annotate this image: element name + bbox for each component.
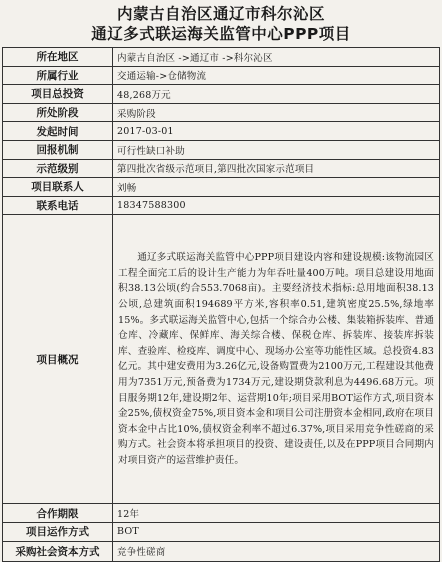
row-label: 项目联系人 bbox=[3, 178, 113, 197]
row-value: 可行性缺口补助 bbox=[113, 140, 440, 159]
row-value: 采购阶段 bbox=[113, 103, 440, 122]
row-project-overview bbox=[3, 215, 440, 504]
row-label: 采购社会资本方式 bbox=[3, 541, 113, 561]
row-demo-level bbox=[3, 159, 440, 178]
row-value: 2017-03-01 bbox=[113, 122, 440, 141]
row-value: 内蒙古自治区 ->通辽市 ->科尔沁区 bbox=[113, 48, 440, 67]
row-contact-person bbox=[3, 178, 440, 197]
project-overview-text: 通辽多式联运海关监管中心PPP项目建设内容和建设规模:该物流园区工程全面完工后的设计生产能力为年吞吐量400万吨。项目总建设用地面积38.13公顷(约合553.7068亩)。主要经济技术指标:总用地面积38.13公顷,总建筑面积194689平方米,容积率0.51,建筑密度25.5%,绿地率15%。多式联运海关监管中心,包括一个综合办公楼、集装箱拆装库、普通仓库、冷藏库、保鲜库、海关综合楼、保税仓库、拆装库、接装库拆装库、查验库、检疫库、调度中心、现场办公室等功能性区域。总投资4.83亿元。其中建安费用为3.26亿元,设备购置费为2100万元,工程建设其他费用为7351万元,预备费为1734万元,建设期贷款利息为4496.68万元。项目服务期12年,建设期2年、运营期10年;项目采用BOT运作方式,项目资本金25%,债权资金75%,项目资本金和项目公司注册资本金相同,政府在项目资本金中占比10%,债权资金利率不超过6.37%,项目采用竞争性磋商的采购方式。社会资本将承担项目的投资、建设责任,以及在PPP项目合同期内对项目资产的运营维护责任。 bbox=[113, 215, 440, 504]
row-label: 发起时间 bbox=[3, 122, 113, 141]
row-value: 刘畅 bbox=[113, 178, 440, 197]
document-title bbox=[0, 0, 442, 46]
row-value: 18347588300 bbox=[113, 196, 440, 215]
row-label: 联系电话 bbox=[3, 196, 113, 215]
row-label: 回报机制 bbox=[3, 140, 113, 159]
row-return-mechanism bbox=[3, 140, 440, 159]
row-stage bbox=[3, 103, 440, 122]
row-label: 项目运作方式 bbox=[3, 522, 113, 541]
row-value: 第四批次省级示范项目,第四批次国家示范项目 bbox=[113, 159, 440, 178]
row-label: 所属行业 bbox=[3, 66, 113, 85]
project-info-table bbox=[2, 47, 440, 562]
row-label: 合作期限 bbox=[3, 504, 113, 523]
row-label: 所处阶段 bbox=[3, 103, 113, 122]
row-operation-mode bbox=[3, 522, 440, 541]
row-label: 项目概况 bbox=[3, 215, 113, 504]
row-label: 示范级别 bbox=[3, 159, 113, 178]
row-cooperation-period bbox=[3, 504, 440, 523]
row-total-investment bbox=[3, 85, 440, 104]
row-contact-phone bbox=[3, 196, 440, 215]
row-value: 48,268万元 bbox=[113, 85, 440, 104]
row-value: 竞争性磋商 bbox=[113, 541, 440, 561]
row-start-date bbox=[3, 122, 440, 141]
title-line-2: 通辽多式联运海关监管中心PPP项目 bbox=[91, 25, 351, 43]
row-industry bbox=[3, 66, 440, 85]
row-label: 所在地区 bbox=[3, 48, 113, 67]
row-label: 项目总投资 bbox=[3, 85, 113, 104]
row-value: BOT bbox=[113, 522, 440, 541]
row-value: 交通运输->仓储物流 bbox=[113, 66, 440, 85]
row-region bbox=[3, 48, 440, 67]
row-value: 12年 bbox=[113, 504, 440, 523]
row-procurement-method bbox=[3, 541, 440, 561]
title-line-1: 内蒙古自治区通辽市科尔沁区 bbox=[116, 5, 325, 23]
